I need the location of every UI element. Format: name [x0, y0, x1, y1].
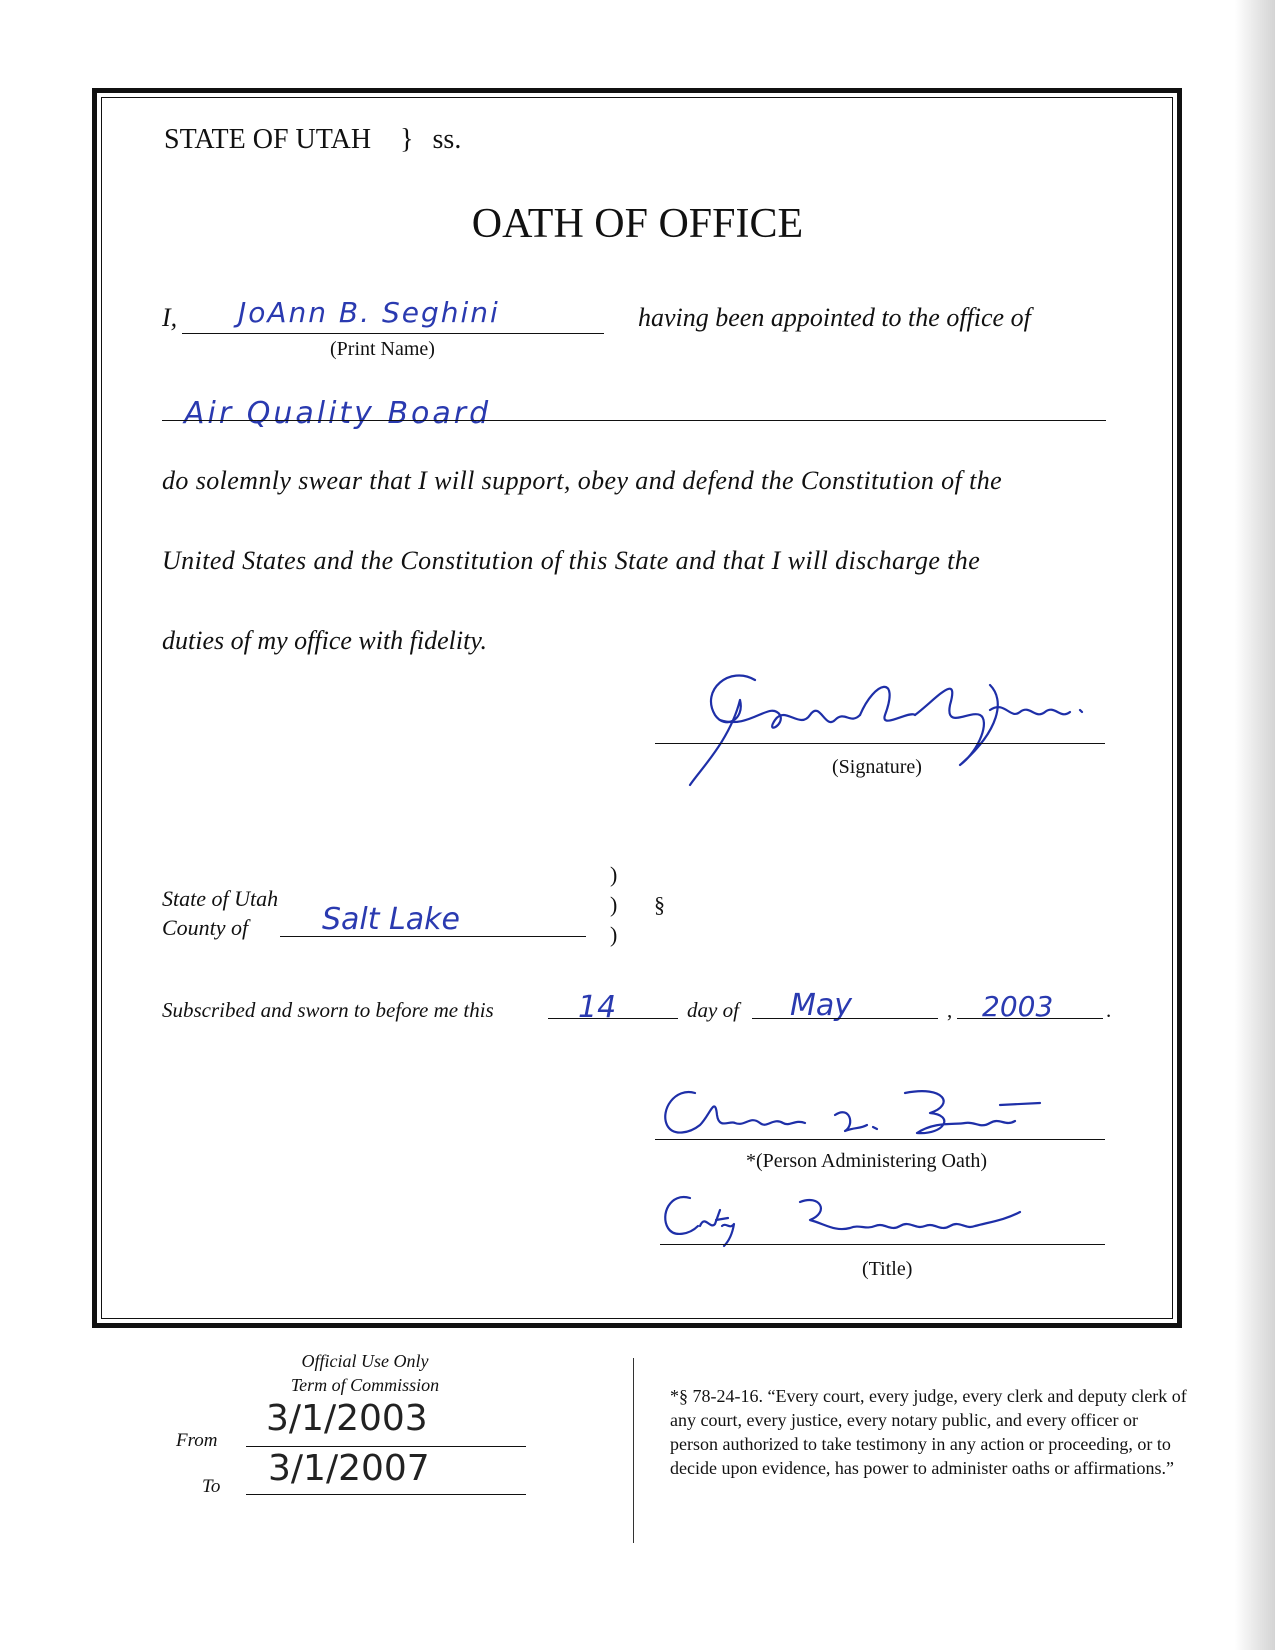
month-value: May [790, 988, 853, 1023]
to-value: 3/1/2007 [268, 1448, 430, 1489]
print-name-line [182, 333, 604, 334]
from-label: From [176, 1430, 218, 1451]
to-line [246, 1494, 526, 1495]
title-line [660, 1244, 1105, 1245]
statute-footnote: *§ 78-24-16. “Every court, every judge, every clerk and deputy clerk of any court, every justice, every notary public, and every officer or person authorized to take testimony in any action or proceeding, or to decide upon evidence, has power to administer oaths or affirmations.” [670, 1386, 1187, 1478]
paren-3: ) [610, 922, 618, 947]
section-symbol: § [654, 892, 665, 917]
period: . [1106, 998, 1112, 1022]
administrator-label: *(Person Administering Oath) [746, 1150, 988, 1172]
year-line [957, 1018, 1103, 1019]
official-use-subheading: Term of Commission [290, 1375, 440, 1395]
administrator-line [655, 1139, 1105, 1140]
section-divider [633, 1358, 634, 1543]
oath-line-3: duties of my office with fidelity. [162, 626, 487, 655]
title-value [660, 1190, 667, 1191]
state-header [164, 124, 461, 156]
having-text: having been appointed to the office of [638, 303, 1031, 332]
title-handwriting-image [660, 1190, 1040, 1250]
subscribed-prefix: Subscribed and sworn to before me this [162, 998, 494, 1022]
official-use-heading: Official Use Only [301, 1351, 429, 1371]
paren-1: ) [610, 862, 618, 887]
paren-2: ) [610, 892, 618, 917]
county-line [280, 936, 586, 937]
title-label: (Title) [862, 1258, 913, 1280]
signature-label: (Signature) [832, 756, 922, 778]
oath-line-2: United States and the Constitution of this State and that I will discharge the [162, 546, 981, 575]
day-value: 14 [578, 990, 617, 1025]
day-of-label: day of [687, 998, 739, 1022]
to-label: To [202, 1476, 221, 1497]
brace: } [400, 124, 414, 155]
oath-line-1: do solemnly swear that I will support, obey and defend the Constitution of the [162, 466, 1003, 495]
month-line [752, 1018, 938, 1019]
signature-line [655, 743, 1105, 744]
state-label: State of Utah [162, 886, 279, 911]
office-value: Air Quality Board [184, 396, 492, 431]
i-prefix: I, [162, 303, 178, 332]
day-line [548, 1018, 678, 1019]
county-label: County of [162, 915, 249, 940]
state-name: STATE OF UTAH [164, 124, 372, 155]
county-value: Salt Lake [322, 902, 460, 937]
comma: , [947, 998, 953, 1022]
year-value: 2003 [982, 990, 1054, 1023]
from-value: 3/1/2003 [266, 1398, 428, 1439]
office-line [162, 420, 1106, 421]
from-line [246, 1446, 526, 1447]
print-name-label: (Print Name) [330, 338, 435, 360]
print-name-value: JoAnn B. Seghini [238, 296, 500, 329]
ss-label: ss. [432, 124, 462, 155]
page-title: OATH OF OFFICE [471, 201, 804, 247]
administrator-signature-image [655, 1085, 1075, 1145]
